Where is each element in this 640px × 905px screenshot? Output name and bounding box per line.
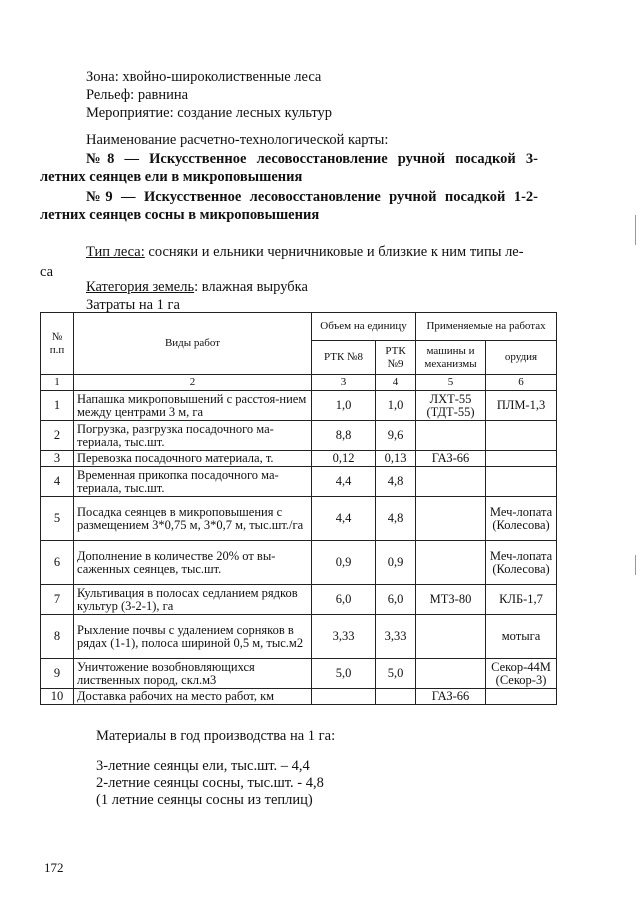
row-number: 10 (41, 689, 74, 705)
map8-line1: №8 — Искусственное лесовосстановление ручной посадкой 3- (86, 151, 538, 167)
row-tool (486, 467, 557, 497)
header-number: № п.п (41, 313, 74, 375)
header-works: Виды работ (74, 313, 312, 375)
row-machine (416, 421, 486, 451)
zone-line: Зона: хвойно-широколиственные леса (86, 69, 322, 85)
map9-line2: летних сеянцев сосны в микроповышения (40, 207, 320, 223)
row-tool: мотыга (486, 615, 557, 659)
header-used: Применяемые на работах (416, 313, 557, 341)
relief-line: Рельеф: равнина (86, 87, 189, 103)
row-rtk8: 3,33 (312, 615, 376, 659)
row-machine: ГАЗ-66 (416, 451, 486, 467)
measure-line: Мероприятие: создание лесных культур (86, 105, 333, 121)
row-work: Временная прикопка посадочного ма-териала, тыс.шт. (74, 467, 312, 497)
header-tools: орудия (486, 341, 557, 375)
table-row (41, 391, 557, 421)
forest-type-value: сосняки и ельники черничниковые и близкие к ним типы ле- (144, 244, 524, 260)
row-number: 8 (41, 615, 74, 659)
scan-edge-mark (635, 215, 636, 245)
table-row (41, 451, 557, 467)
table-row (41, 467, 557, 497)
row-machine (416, 497, 486, 541)
works-table (40, 312, 557, 705)
forest-type-label: Тип леса: (86, 244, 145, 260)
index-cell: 5 (416, 375, 486, 391)
table-row (41, 659, 557, 689)
column-index-row (41, 375, 557, 391)
material-item: (1 летние сеянцы сосны из теплиц) (96, 792, 313, 808)
row-work: Посадка сеянцев в микроповышения с размещением 3*0,75 м, 3*0,7 м, тыс.шт./га (74, 497, 312, 541)
forest-type-line (86, 243, 524, 261)
row-rtk9: 9,6 (376, 421, 416, 451)
header-volume: Объем на единицу (312, 313, 416, 341)
row-work: Погрузка, разгрузка посадочного ма-териала, тыс.шт. (74, 421, 312, 451)
row-tool (486, 421, 557, 451)
row-number: 2 (41, 421, 74, 451)
row-number: 5 (41, 497, 74, 541)
table-row (41, 541, 557, 585)
index-cell: 3 (312, 375, 376, 391)
row-number: 4 (41, 467, 74, 497)
row-rtk9: 3,33 (376, 615, 416, 659)
row-work: Доставка рабочих на место работ, км (74, 689, 312, 705)
index-cell: 6 (486, 375, 557, 391)
row-machine (416, 615, 486, 659)
row-tool: Меч-лопата (Колесова) (486, 541, 557, 585)
row-rtk8: 8,8 (312, 421, 376, 451)
material-item: 3-летние сеянцы ели, тыс.шт. – 4,4 (96, 758, 310, 774)
row-rtk8: 5,0 (312, 659, 376, 689)
header-rtk9: РТК №9 (376, 341, 416, 375)
row-rtk9: 4,8 (376, 467, 416, 497)
map8-line2: летних сеянцев ели в микроповышения (40, 169, 303, 185)
costs-line: Затраты на 1 га (86, 297, 180, 313)
row-number: 1 (41, 391, 74, 421)
land-category-label: Категория земель (86, 279, 195, 295)
row-rtk8: 0,12 (312, 451, 376, 467)
forest-type-cont: са (40, 264, 54, 280)
row-rtk9: 0,13 (376, 451, 416, 467)
table-row (41, 615, 557, 659)
index-cell: 1 (41, 375, 74, 391)
material-item: 2-летние сеянцы сосны, тыс.шт. - 4,8 (96, 775, 324, 791)
scan-edge-mark (635, 555, 636, 575)
row-machine (416, 659, 486, 689)
row-rtk9: 5,0 (376, 659, 416, 689)
row-machine (416, 467, 486, 497)
page-number: 172 (44, 860, 64, 875)
row-rtk9: 4,8 (376, 497, 416, 541)
row-rtk8 (312, 689, 376, 705)
table-row (41, 497, 557, 541)
row-work: Перевозка посадочного материала, т. (74, 451, 312, 467)
row-rtk8: 4,4 (312, 467, 376, 497)
row-machine: ГАЗ-66 (416, 689, 486, 705)
row-rtk9: 6,0 (376, 585, 416, 615)
index-cell: 4 (376, 375, 416, 391)
land-category-value: : влажная вырубка (194, 279, 308, 295)
header-rtk8: РТК №8 (312, 341, 376, 375)
row-tool: ПЛМ-1,3 (486, 391, 557, 421)
row-rtk8: 6,0 (312, 585, 376, 615)
row-machine: ЛХТ-55 (ТДТ-55) (416, 391, 486, 421)
row-rtk8: 0,9 (312, 541, 376, 585)
row-rtk8: 4,4 (312, 497, 376, 541)
row-number: 3 (41, 451, 74, 467)
row-rtk9: 0,9 (376, 541, 416, 585)
row-tool: КЛБ-1,7 (486, 585, 557, 615)
row-work: Культивация в полосах седланием рядков культур (3-2-1), га (74, 585, 312, 615)
header-machines: машины и механизмы (416, 341, 486, 375)
row-number: 7 (41, 585, 74, 615)
row-rtk9 (376, 689, 416, 705)
row-tool (486, 451, 557, 467)
row-tool: Меч-лопата (Колесова) (486, 497, 557, 541)
row-tool: Секор-44М (Секор-3) (486, 659, 557, 689)
row-machine (416, 541, 486, 585)
row-number: 9 (41, 659, 74, 689)
table-row (41, 585, 557, 615)
row-rtk9: 1,0 (376, 391, 416, 421)
row-work: Напашка микроповышений с расстоя-нием между центрами 3 м, га (74, 391, 312, 421)
index-cell: 2 (74, 375, 312, 391)
row-work: Уничтожение возобновляющихся лиственных пород, скл.м3 (74, 659, 312, 689)
materials-title: Материалы в год производства на 1 га: (96, 728, 336, 744)
row-number: 6 (41, 541, 74, 585)
row-rtk8: 1,0 (312, 391, 376, 421)
table-row (41, 421, 557, 451)
table-row (41, 689, 557, 705)
row-machine: МТЗ-80 (416, 585, 486, 615)
map-title: Наименование расчетно-технологической карты: (86, 132, 389, 148)
row-tool (486, 689, 557, 705)
row-work: Рыхление почвы с удалением сорняков в рядах (1-1), полоса шириной 0,5 м, тыс.м2 (74, 615, 312, 659)
row-work: Дополнение в количестве 20% от вы-саженных сеянцев, тыс.шт. (74, 541, 312, 585)
land-category-line (86, 278, 308, 296)
map9-line1: №9 — Искусственное лесовосстановление ручной посадкой 1-2- (86, 189, 538, 205)
